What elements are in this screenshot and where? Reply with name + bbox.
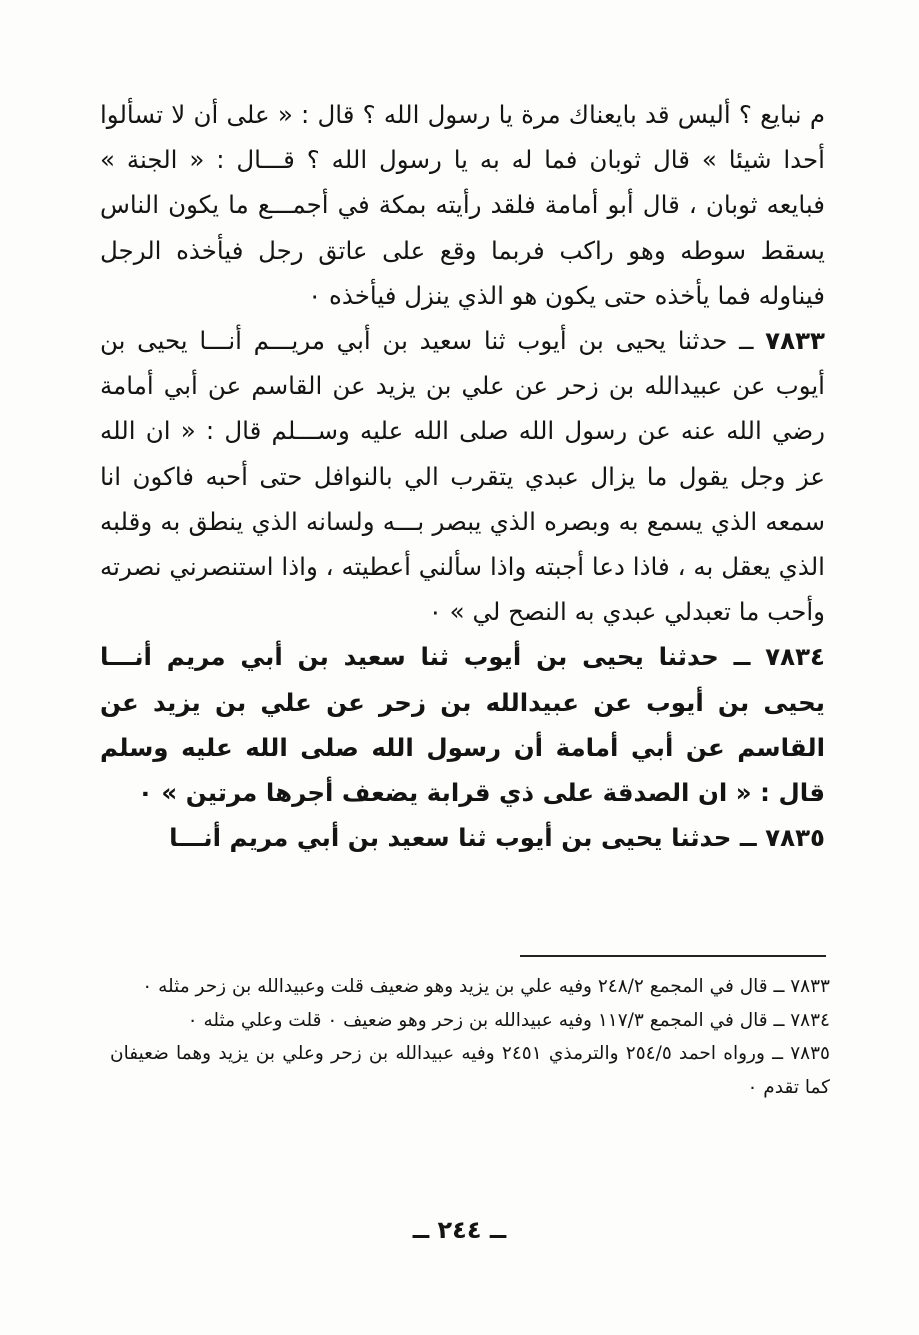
hadith-text: ــ حدثنا يحيى بن أيوب ثنا سعيد بن أبي مريـــم أنـــا يحيى بن أيوب عن عبيدالله بن زحر عن علي بن يزيد عن القاسم عن أبي أمامة رضي الله عنه عن رسول الله صلى الله عليه وســـلم قال : « ان الله عز وجل يقول ما يزال عبدي يتقرب الي بالنوافل حتى أحبه فاكون انا سمعه الذي يسمع به وبصره الذي يبصر بـــه ولسانه الذي ينطق به وقلبه الذي يعقل به ، فاذا دعا أجبته واذا سألني أعطيته ، واذا استنصرني نصرته وأحب ما تعبدلي عبدي به النصح لي » ٠ <box>100 326 825 627</box>
hadith-7833 <box>100 318 825 634</box>
main-text <box>100 92 825 860</box>
hadith-number: ٧٨٣٣ <box>765 326 825 356</box>
paragraph-continuation: م نبايع ؟ أليس قد بايعناك مرة يا رسول الله ؟ قال : « على أن لا تسألوا أحدا شيئا » قال ثوبان فما له به يا رسول الله ؟ قـــال : « الجنة » فبايعه ثوبان ، قال أبو أمامة فلقد رأيته بمكة في أجمـــع ما يكون الناس يسقط سوطه وهو راكب فربما وقع على عاتق رجل فيأخذه الرجل فيناوله فما يأخذه حتى يكون هو الذي ينزل فيأخذه ٠ <box>100 100 825 310</box>
hadith-text: ــ حدثنا يحيى بن أيوب ثنا سعيد بن أبي مريم أنـــا يحيى بن أيوب عن عبيدالله بن زحر عن علي بن يزيد عن القاسم عن أبي أمامة أن رسول الله صلى الله عليه وسلم قال : « ان الصدقة على ذي قرابة يضعف أجرها مرتين » ٠ <box>100 642 825 808</box>
hadith-7835 <box>100 815 825 860</box>
page-number: ــ ٢٤٤ ــ <box>412 1216 507 1244</box>
hadith-text: ــ حدثنا يحيى بن أيوب ثنا سعيد بن أبي مريم أنـــا <box>169 823 766 853</box>
footnote: ٧٨٣٣ ــ قال في المجمع ٢٤٨/٢ وفيه علي بن يزيد وهو ضعيف قلت وعبيدالله بن زحر مثله ٠ <box>142 976 830 997</box>
footnote-divider <box>520 955 826 957</box>
hadith-number: ٧٨٣٤ <box>765 642 825 672</box>
hadith-7834 <box>100 634 825 815</box>
footnote: ٧٨٣٤ ــ قال في المجمع ١١٧/٣ وفيه عبيدالله بن زحر وهو ضعيف ٠ قلت وعلي مثله ٠ <box>187 1009 830 1031</box>
hadith-number: ٧٨٣٥ <box>765 823 825 853</box>
footnotes <box>110 970 830 1104</box>
footnote: ٧٨٣٥ ــ ورواه احمد ٢٥٤/٥ والترمذي ٢٤٥١ وفيه عبيدالله بن زحر وعلي بن يزيد وهما ضعيفان كما تقدم ٠ <box>110 1043 830 1098</box>
